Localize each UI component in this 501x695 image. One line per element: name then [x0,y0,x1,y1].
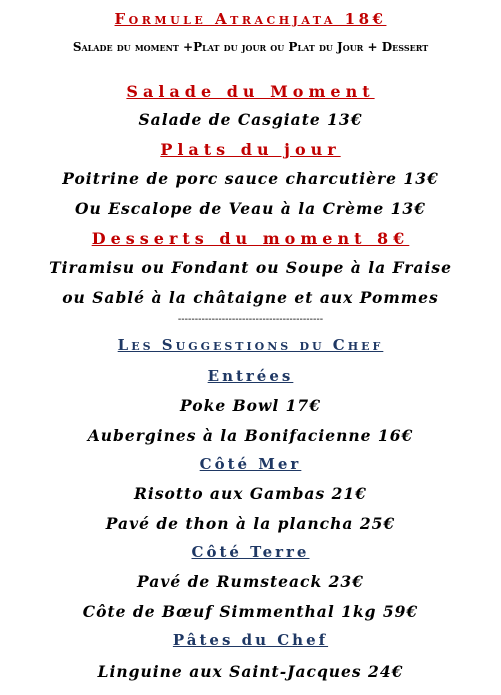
plats-item: Poitrine de porc sauce charcutière 13€ [62,169,439,188]
plats-heading: Plats du jour [160,140,341,159]
entrees-heading: Entrées [207,367,294,385]
cote-terre-heading: Côté Terre [191,543,310,561]
pates-heading: Pâtes du Chef [172,631,329,649]
desserts-item: ou Sablé à la châtaigne et aux Pommes [62,288,439,307]
plats-item: Ou Escalope de Veau à la Crème 13€ [75,199,426,218]
salade-heading: Salade du Moment [126,82,375,101]
desserts-heading: Desserts du moment 8€ [91,229,410,248]
cote-mer-item: Risotto aux Gambas 21€ [134,484,367,503]
cote-terre-item: Côte de Bœuf Simmenthal 1kg 59€ [82,602,419,621]
cote-mer-item: Pavé de thon à la plancha 25€ [105,514,396,533]
salade-item: Salade de Casgiate 13€ [138,110,363,129]
cote-mer-heading: Côté Mer [199,455,302,473]
cote-terre-item: Pavé de Rumsteack 23€ [137,572,364,591]
entrees-item: Poke Bowl 17€ [180,396,321,415]
formule-title: Formule Atrachjata 18€ [114,10,387,28]
separator: ------------------------------------------- [177,314,324,325]
suggestions-heading: Les Suggestions du Chef [117,336,384,354]
desserts-item: Tiramisu ou Fondant ou Soupe à la Fraise [49,258,452,277]
pates-item: Linguine aux Saint-Jacques 24€ [97,662,404,681]
entrees-item: Aubergines à la Bonifacienne 16€ [87,426,414,445]
formule-subtitle: Salade du moment +Plat du jour ou Plat du Jour + Dessert [72,40,429,54]
